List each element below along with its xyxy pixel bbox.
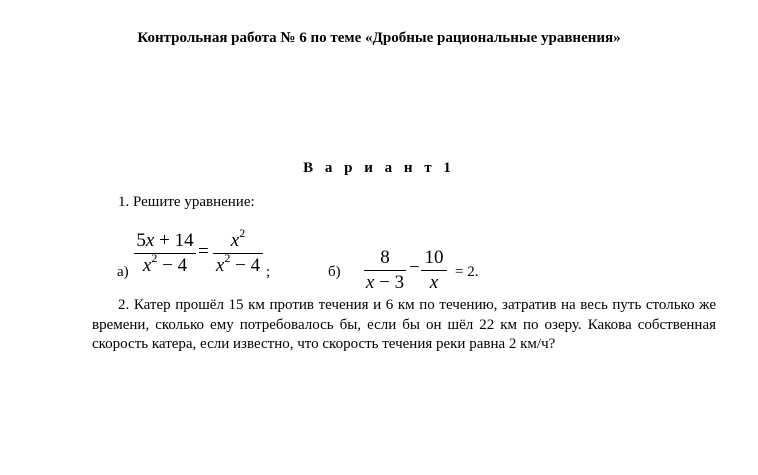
task2-text: 2. Катер прошёл 15 км против течения и 6 км по течению, затратив на весь путь столько же времени, сколько ему потребовалось бы, если бы он шёл 22 км по озеру. Какова собственная скорость катера, если известно, что скорость течения реки равна 2 км/ч? bbox=[92, 297, 716, 352]
equation-a-left-numerator: 5x + 14 bbox=[136, 230, 194, 251]
variant-heading: В а р и а н т 1 bbox=[303, 160, 455, 176]
task2-problem bbox=[92, 296, 716, 355]
equation-a-left-denominator: $x^2 - 4$ bbox=[142, 251, 188, 276]
equation-a-semicolon: ; bbox=[266, 264, 271, 280]
equation-a-left-fraction bbox=[134, 229, 196, 278]
page-title: Контрольная работа № 6 по теме «Дробные рациональные уравнения» bbox=[137, 30, 621, 46]
equation-b-second-fraction bbox=[421, 246, 447, 295]
equation-b-first-numerator: 8 bbox=[380, 247, 390, 268]
equation-a-right-fraction bbox=[213, 226, 263, 278]
task1-prompt: 1. Решите уравнение: bbox=[118, 194, 255, 210]
equation-b-second-denominator: x bbox=[429, 272, 439, 293]
equation-a-label: а) bbox=[117, 264, 129, 280]
equation-b-minus: − bbox=[409, 257, 420, 278]
equation-a-right-denominator: $x^2 - 4$ bbox=[215, 251, 261, 276]
equation-a-equals: = bbox=[198, 241, 209, 262]
equation-a-right-numerator: $x^2$ bbox=[230, 226, 246, 251]
equation-b-rhs: = 2. bbox=[455, 264, 479, 280]
equation-b-first-denominator: x − 3 bbox=[365, 272, 405, 293]
equation-b-second-numerator: 10 bbox=[424, 247, 444, 268]
equation-b-first-fraction bbox=[364, 246, 406, 295]
equation-b-label: б) bbox=[328, 264, 341, 280]
